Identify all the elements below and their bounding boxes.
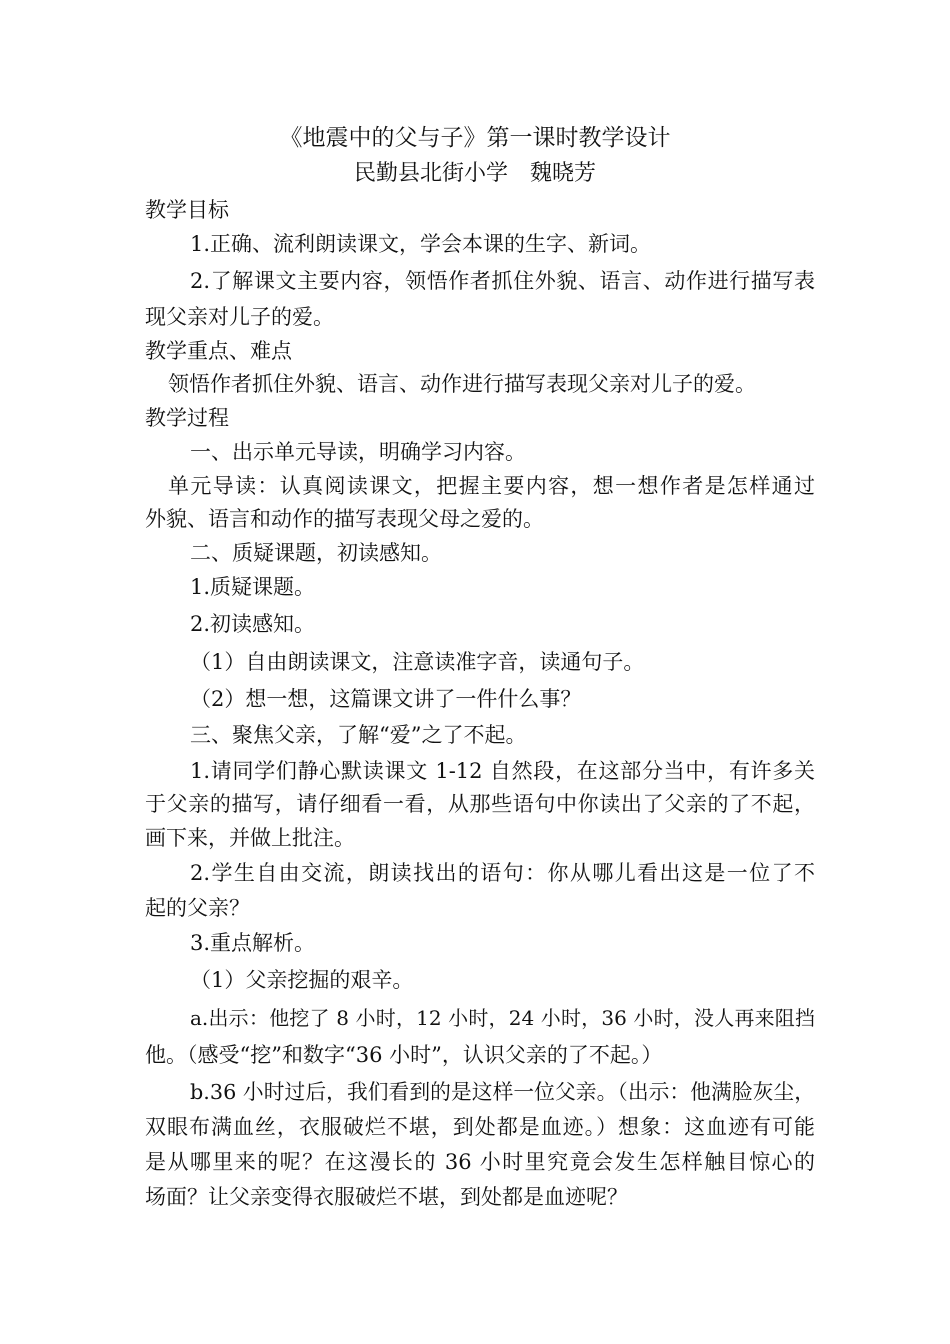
document-title: 《地震中的父与子》第一课时教学设计	[279, 125, 671, 151]
paragraph-line: 于父亲的描写，请仔细看一看，从那些语句中你读出了父亲的了不起，	[145, 792, 815, 816]
paragraph-line: 1.正确、流利朗读课文，学会本课的生字、新词。	[190, 232, 652, 256]
paragraph-line: 场面？让父亲变得衣服破烂不堪，到处都是血迹呢？	[145, 1185, 628, 1209]
paragraph-line: 起的父亲？	[145, 896, 250, 920]
paragraph-line: 1.请同学们静心默读课文 1-12 自然段，在这部分当中，有许多关	[190, 759, 815, 783]
paragraph-line: 现父亲对儿子的爱。	[145, 305, 334, 329]
paragraph-line: 二、质疑课题，初读感知。	[190, 541, 442, 565]
paragraph-line: 2.了解课文主要内容，领悟作者抓住外貌、语言、动作进行描写表	[190, 269, 815, 293]
paragraph-line: 外貌、语言和动作的描写表现父母之爱的。	[145, 507, 544, 531]
paragraph-line: （1）父亲挖掘的艰辛。	[190, 968, 414, 992]
section-heading-process: 教学过程	[145, 406, 229, 430]
paragraph-line: b.36 小时过后，我们看到的是这样一位父亲。（出示：他满脸灰尘，	[190, 1080, 815, 1104]
paragraph-line: 三、聚焦父亲，了解“爱”之了不起。	[190, 723, 527, 747]
document-author: 民勤县北街小学 魏晓芳	[353, 161, 596, 186]
paragraph-line: 画下来，并做上批注。	[145, 826, 355, 850]
section-heading-objectives: 教学目标	[145, 198, 229, 222]
paragraph-line: 一、出示单元导读，明确学习内容。	[190, 440, 526, 464]
paragraph-line: 他。（感受“挖”和数字“36 小时”，认识父亲的了不起。）	[145, 1043, 663, 1067]
paragraph-line: （1）自由朗读课文，注意读准字音，读通句子。	[190, 650, 645, 674]
section-heading-key-points: 教学重点、难点	[145, 339, 292, 363]
paragraph-line: 双眼布满血丝，衣服破烂不堪，到处都是血迹。）想象：这血迹有可能	[145, 1115, 815, 1139]
paragraph-line: 是从哪里来的呢？在这漫长的 36 小时里究竟会发生怎样触目惊心的	[145, 1150, 815, 1174]
paragraph-line: 单元导读：认真阅读课文，把握主要内容，想一想作者是怎样通过	[168, 474, 815, 498]
paragraph-line: a.出示：他挖了 8 小时，12 小时，24 小时，36 小时，没人再来阻挡	[190, 1006, 815, 1030]
paragraph-line: 1.质疑课题。	[190, 575, 316, 599]
paragraph-line: 3.重点解析。	[190, 931, 316, 955]
paragraph-line: 2.学生自由交流，朗读找出的语句：你从哪儿看出这是一位了不	[190, 861, 815, 885]
paragraph-line: （2）想一想，这篇课文讲了一件什么事？	[190, 687, 582, 711]
paragraph-line: 2.初读感知。	[190, 612, 316, 636]
paragraph-line: 领悟作者抓住外貌、语言、动作进行描写表现父亲对儿子的爱。	[168, 372, 756, 396]
